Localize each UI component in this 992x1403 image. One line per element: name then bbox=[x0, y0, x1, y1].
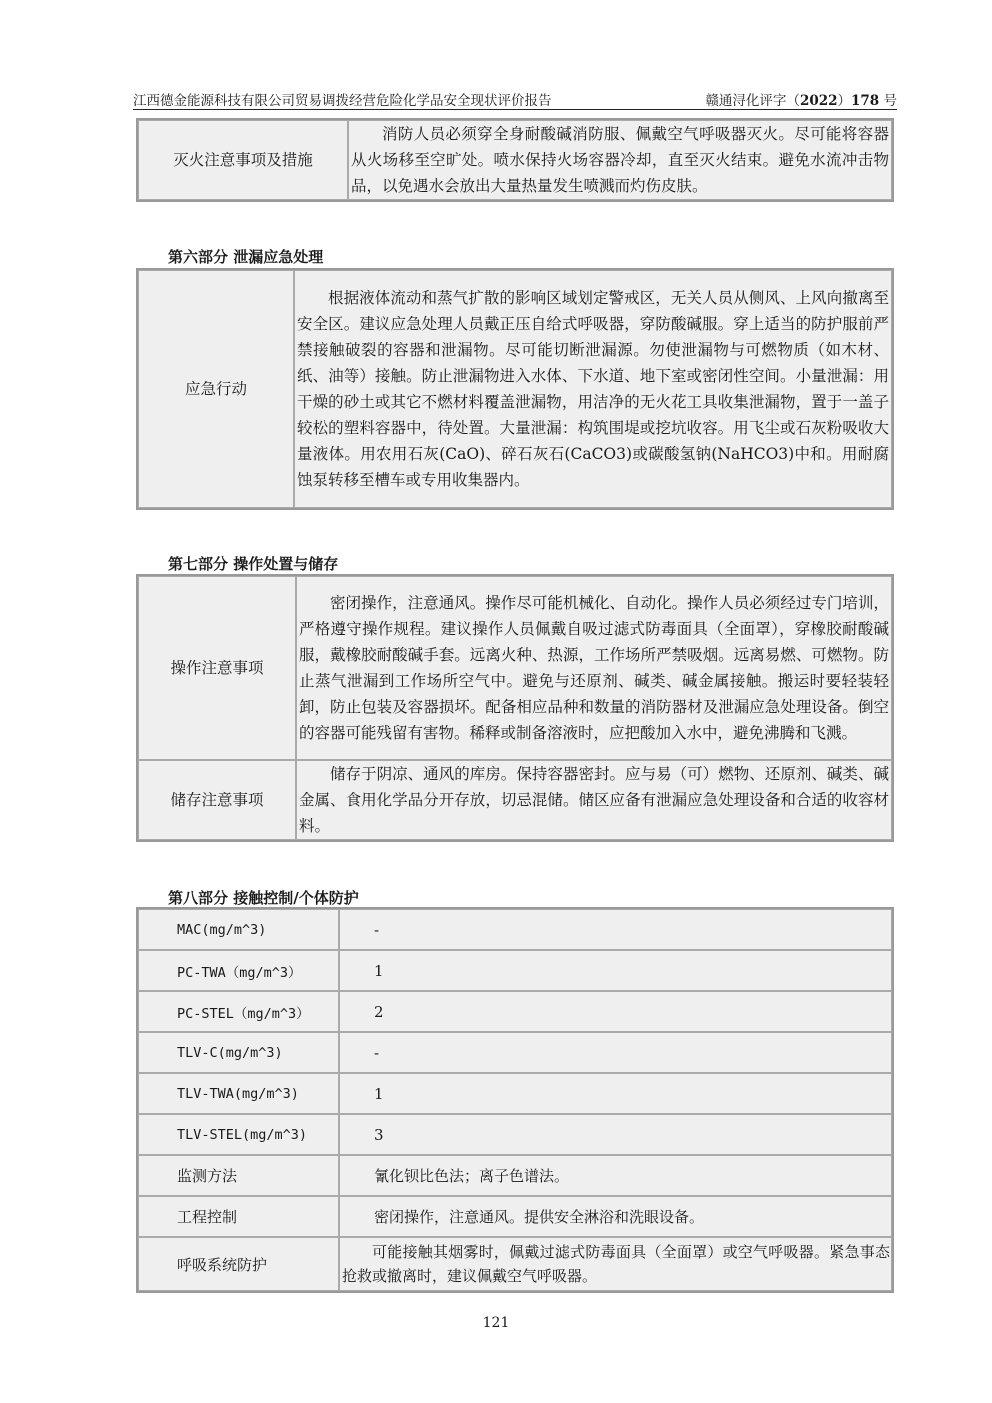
fire-label: 灭火注意事项及措施 bbox=[138, 120, 348, 200]
storage-content: 储存于阴凉、通风的库房。保持容器密封。应与易（可）燃物、还原剂、碱类、碱金属、食用化学品分开存放，切忌混储。储区应备有泄漏应急处理设备和合适的收容材料。 bbox=[296, 760, 892, 840]
param-value: 氰化钡比色法；离子色谱法。 bbox=[339, 1155, 892, 1196]
param-value: 1 bbox=[339, 950, 892, 991]
page-header bbox=[133, 87, 897, 110]
report-title: 江西德金能源科技有限公司贸易调拨经营危险化学品安全现状评价报告 bbox=[133, 93, 552, 109]
operation-content: 密闭操作，注意通风。操作尽可能机械化、自动化。操作人员必须经过专门培训，严格遵守操作规程。建议操作人员佩戴自吸过滤式防毒面具（全面罩），穿橡胶耐酸碱服，戴橡胶耐酸碱手套。远离火种、热源，工作场所严禁吸烟。远离易燃、可燃物。防止蒸气泄漏到工作场所空气中。避免与还原剂、碱类、碱金属接触。搬运时要轻装轻卸，防止包装及容器损坏。配备相应品种和数量的消防器材及泄漏应急处理设备。倒空的容器可能残留有害物。稀释或制备溶液时，应把酸加入水中，避免沸腾和飞溅。 bbox=[296, 576, 892, 760]
table-row bbox=[138, 909, 892, 950]
param-name: TLV-TWA(mg/m^3) bbox=[138, 1073, 339, 1114]
table-row bbox=[138, 1196, 892, 1237]
param-value: - bbox=[339, 1032, 892, 1073]
table-row bbox=[138, 1032, 892, 1073]
section7-title: 第七部分 操作处置与储存 bbox=[168, 555, 339, 573]
emergency-content: 根据液体流动和蒸气扩散的影响区域划定警戒区，无关人员从侧风、上风向撤离至安全区。建议应急处理人员戴正压自给式呼吸器，穿防酸碱服。穿上适当的防护服前严禁接触破裂的容器和泄漏物。尽可能切断泄漏源。勿使泄漏物与可燃物质（如木材、纸、油等）接触。防止泄漏物进入水体、下水道、地下室或密闭性空间。小量泄漏：用干燥的砂土或其它不燃材料覆盖泄漏物，用洁净的无火花工具收集泄漏物，置于一盖子较松的塑料容器中，待处置。大量泄漏：构筑围堤或挖坑收容。用飞尘或石灰粉吸收大量液体。用农用石灰(CaO)、碎石灰石(CaCO3)或碳酸氢钠(NaHCO3)中和。用耐腐蚀泵转移至槽车或专用收集器内。 bbox=[294, 270, 892, 508]
param-value: - bbox=[339, 909, 892, 950]
param-name: PC-TWA（mg/m^3） bbox=[138, 950, 339, 991]
param-value: 3 bbox=[339, 1114, 892, 1155]
param-name: 工程控制 bbox=[138, 1196, 339, 1237]
param-name: TLV-STEL(mg/m^3) bbox=[138, 1114, 339, 1155]
param-value: 1 bbox=[339, 1073, 892, 1114]
param-name: 呼吸系统防护 bbox=[138, 1237, 339, 1291]
param-name: MAC(mg/m^3) bbox=[138, 909, 339, 950]
table-row bbox=[138, 991, 892, 1032]
operation-label: 操作注意事项 bbox=[138, 576, 296, 760]
table-row bbox=[138, 1073, 892, 1114]
table-row bbox=[138, 1114, 892, 1155]
fire-table bbox=[136, 118, 894, 202]
section6-title: 第六部分 泄漏应急处理 bbox=[168, 248, 324, 266]
table-row bbox=[138, 1237, 892, 1291]
storage-label: 储存注意事项 bbox=[138, 760, 296, 840]
param-name: 监测方法 bbox=[138, 1155, 339, 1196]
section8-table bbox=[136, 907, 894, 1293]
emergency-label: 应急行动 bbox=[138, 270, 294, 508]
page-number: 121 bbox=[482, 1315, 510, 1331]
param-value: 2 bbox=[339, 991, 892, 1032]
param-name: TLV-C(mg/m^3) bbox=[138, 1032, 339, 1073]
report-number: 赣通浔化评字（2022）178 号 bbox=[705, 93, 897, 109]
section6-table bbox=[136, 268, 894, 510]
section7-table bbox=[136, 574, 894, 842]
param-value: 密闭操作，注意通风。提供安全淋浴和洗眼设备。 bbox=[339, 1196, 892, 1237]
table-row bbox=[138, 950, 892, 991]
param-name: PC-STEL（mg/m^3） bbox=[138, 991, 339, 1032]
table-row bbox=[138, 1155, 892, 1196]
section8-title: 第八部分 接触控制/个体防护 bbox=[168, 889, 359, 907]
param-value: 可能接触其烟雾时，佩戴过滤式防毒面具（全面罩）或空气呼吸器。紧急事态抢救或撤离时，建议佩戴空气呼吸器。 bbox=[339, 1237, 892, 1291]
fire-content: 消防人员必须穿全身耐酸碱消防服、佩戴空气呼吸器灭火。尽可能将容器从火场移至空旷处。喷水保持火场容器冷却，直至灭火结束。避免水流冲击物品，以免遇水会放出大量热量发生喷溅而灼伤皮肤。 bbox=[348, 120, 892, 200]
